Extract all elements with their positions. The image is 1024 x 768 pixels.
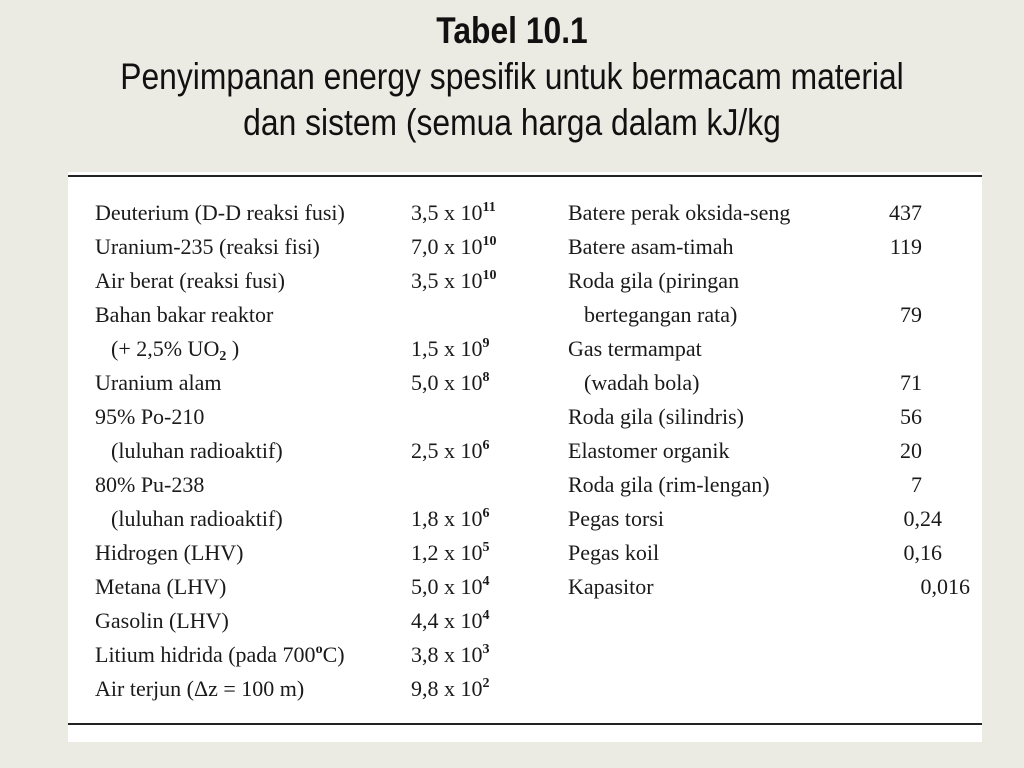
material-name: Bahan bakar reaktor	[95, 302, 274, 327]
table-top-rule	[68, 175, 982, 177]
energy-value: 1,8 x $10^6$	[411, 506, 490, 531]
energy-value: 3,5 x $10^{10}$	[411, 268, 497, 293]
material-name: Hidrogen (LHV)	[95, 540, 244, 565]
table-row	[568, 196, 970, 230]
energy-value: 4,4 x $10^4$	[411, 608, 490, 633]
energy-value: 5,0 x $10^8$	[411, 370, 490, 395]
material-name: Gas termampat	[568, 336, 702, 361]
material-name: (wadah bola)	[584, 370, 700, 395]
material-name: Uranium alam	[95, 370, 222, 395]
energy-value: 1,2 x $10^5$	[411, 540, 490, 565]
table-row	[568, 468, 970, 502]
energy-value: 3,8 x $10^3$	[411, 642, 490, 667]
energy-value: 5,0 x $10^4$	[411, 574, 490, 599]
right-column	[568, 196, 970, 604]
energy-value: 0,016	[920, 574, 970, 599]
energy-value: 9,8 x $10^2$	[411, 676, 490, 701]
material-name: Gasolin (LHV)	[95, 608, 229, 633]
table-row	[568, 536, 970, 570]
energy-value: 79	[900, 302, 922, 327]
energy-value: 2,5 x $10^6$	[411, 438, 490, 463]
material-name: Metana (LHV)	[95, 574, 227, 599]
table-row	[568, 502, 970, 536]
material-name: Roda gila (silindris)	[568, 404, 744, 429]
table-row	[568, 332, 970, 366]
energy-value: 7,0 x $10^{10}$	[411, 234, 497, 259]
energy-value: 56	[900, 404, 922, 429]
energy-value: 71	[900, 370, 922, 395]
table-row	[568, 434, 970, 468]
material-name: bertegangan rata)	[584, 302, 738, 327]
table-bottom-rule	[68, 723, 982, 725]
table-caption-line-2: dan sistem (semua harga dalam kJ/kg	[243, 102, 781, 143]
energy-value: 0,24	[903, 506, 942, 531]
table-row	[568, 366, 970, 400]
material-name: Litium hidrida (pada 700$^o$C)	[95, 642, 345, 667]
energy-value: 20	[900, 438, 922, 463]
material-name: Roda gila (piringan	[568, 268, 740, 293]
material-name: Elastomer organik	[568, 438, 730, 463]
material-name: 95% Po-210	[95, 404, 205, 429]
table-row	[568, 400, 970, 434]
table-number-title: Tabel 10.1	[436, 10, 588, 51]
material-name: Air berat (reaksi fusi)	[95, 268, 285, 293]
energy-value: 1,5 x $10^9$	[411, 336, 490, 361]
material-name: Air terjun (Δz = 100 m)	[95, 676, 305, 701]
material-name: Deuterium (D-D reaksi fusi)	[95, 200, 345, 225]
energy-value: 3,5 x $10^{11}$	[411, 200, 496, 225]
energy-value: 437	[889, 200, 922, 225]
material-name: Batere perak oksida-seng	[568, 200, 791, 225]
table-caption-line-1: Penyimpanan energy spesifik untuk bermacam material	[120, 56, 904, 97]
material-name: 80% Pu-238	[95, 472, 205, 497]
material-name: (+ 2,5% $UO_2$ )	[111, 336, 240, 364]
material-name: Roda gila (rim-lengan)	[568, 472, 770, 497]
energy-storage-table	[68, 172, 982, 742]
material-name: Pegas torsi	[568, 506, 664, 531]
material-name: Uranium-235 (reaksi fisi)	[95, 234, 320, 259]
table-row	[568, 298, 970, 332]
table-row	[568, 230, 970, 264]
material-name: (luluhan radioaktif)	[111, 438, 283, 463]
material-name: Kapasitor	[568, 574, 654, 599]
slide-title-block	[0, 8, 1024, 146]
material-name: (luluhan radioaktif)	[111, 506, 283, 531]
material-name: Pegas koil	[568, 540, 660, 565]
energy-value: 0,16	[903, 540, 942, 565]
table-row	[568, 264, 970, 298]
energy-value: 7	[911, 472, 922, 497]
table-row	[568, 570, 970, 604]
material-name: Batere asam-timah	[568, 234, 734, 259]
energy-value: 119	[889, 234, 922, 259]
